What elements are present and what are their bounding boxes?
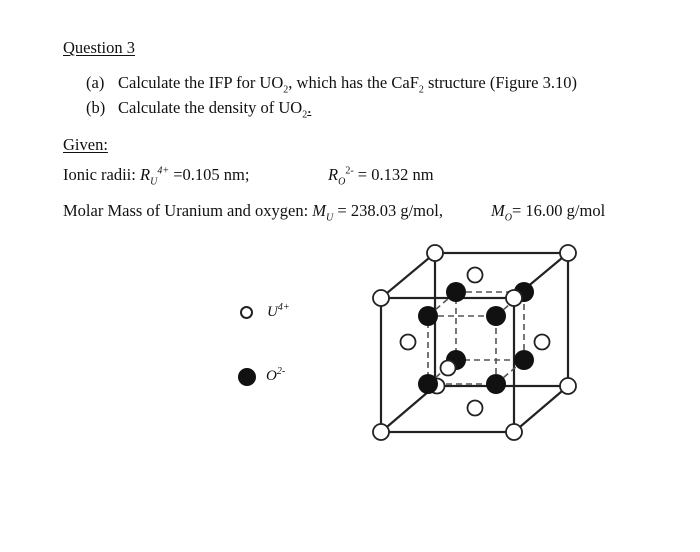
question-title: Question 3: [63, 38, 135, 57]
legend-u: $U^{4+}$: [267, 302, 290, 320]
part-b-label: (b): [86, 98, 106, 117]
molar-mass-line: Molar Mass of Uranium and oxygen: $M_U = 238.03$ g/mol,: [63, 201, 443, 224]
ionic-radii-line: Ionic radii: $R_U^{4+} =0.105$ nm;: [63, 165, 250, 188]
ro-value: $R_O^{2-} = 0.132$ nm: [328, 165, 434, 188]
mo-value: $M_O= 16.00$ g/mol: [491, 201, 606, 224]
part-a-text: Calculate the IFP for $UO_2$, which has the CaF$_2$ structure (Figure 3.10): [118, 73, 577, 96]
part-b-text: Calculate the density of $UO_2$.: [118, 98, 312, 121]
legend-o: $O^{2-}$: [266, 366, 286, 384]
part-a-label: (a): [86, 73, 105, 92]
given-heading: Given:: [63, 135, 108, 154]
